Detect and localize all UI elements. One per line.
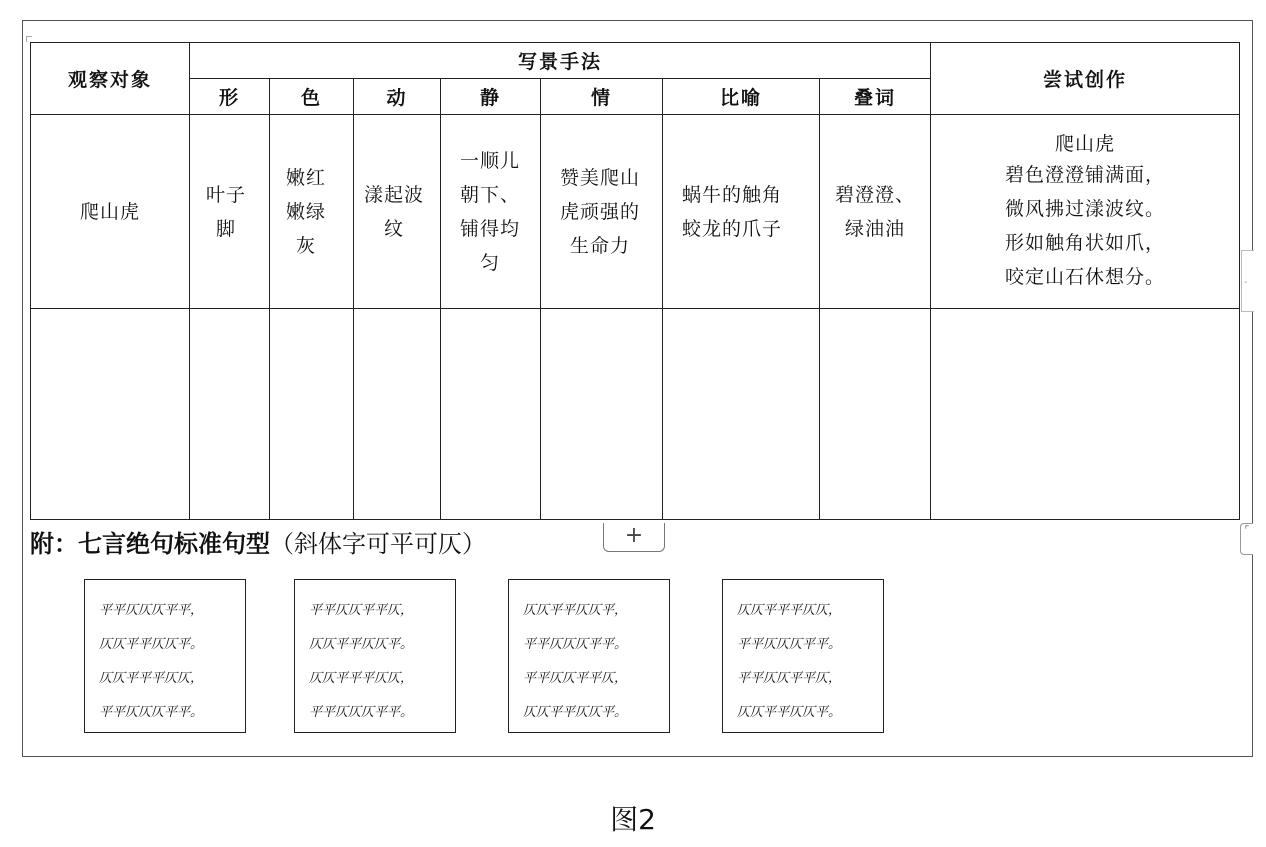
poem-line: 微风拂过漾波纹。 (1005, 197, 1166, 220)
header-reduplication: 叠词 (820, 79, 931, 115)
cell-motion[interactable] (354, 115, 441, 309)
header-color: 色 (270, 79, 354, 115)
pattern-line: 平平仄仄仄平平。 (737, 637, 842, 652)
cell-shape-text: 叶子脚 (205, 183, 246, 240)
header-technique-group: 写景手法 (190, 43, 931, 79)
header-observe-object: 观察对象 (31, 43, 190, 115)
cell-reduplication[interactable] (820, 115, 931, 309)
pattern-box-1 (84, 579, 246, 733)
empty-cell[interactable] (663, 309, 820, 520)
pattern-box-2 (294, 579, 456, 733)
pattern-line: 仄仄平平仄仄平。 (99, 637, 204, 652)
pattern-line: 平平仄仄平平仄， (737, 671, 842, 686)
pattern-line: 仄仄平平仄仄平， (523, 603, 628, 618)
pattern-line: 平平仄仄仄平平， (99, 603, 204, 618)
header-emotion: 情 (541, 79, 663, 115)
cell-metaphor-text: 蜗牛的触角蛟龙的爪子 (681, 183, 782, 240)
header-still: 静 (441, 79, 541, 115)
pattern-line: 仄仄平平仄仄平。 (523, 705, 628, 720)
pattern-line: 仄仄平平平仄仄， (309, 671, 414, 686)
cell-color-text: 嫩红嫩绿灰 (285, 166, 326, 257)
cell-still[interactable] (441, 115, 541, 309)
poem-line: 咬定山石休想分。 (1005, 265, 1166, 288)
pattern-line: 平平仄仄仄平平。 (523, 637, 628, 652)
header-motion: 动 (354, 79, 441, 115)
header-shape: 形 (190, 79, 270, 115)
cell-still-text: 一顺儿朝下、铺得均匀 (459, 149, 520, 274)
cell-object[interactable]: 爬山虎 (31, 115, 190, 309)
pattern-line: 平平仄仄平平仄， (309, 603, 414, 618)
cell-metaphor[interactable] (663, 115, 820, 309)
empty-cell[interactable] (441, 309, 541, 520)
cell-emotion[interactable] (541, 115, 663, 309)
empty-cell[interactable] (931, 309, 1240, 520)
figure-caption: 图2 (610, 803, 656, 836)
pattern-line: 仄仄平平平仄仄， (99, 671, 204, 686)
header-try-create: 尝试创作 (931, 43, 1240, 115)
appendix-label: 附：七言绝句标准句型 (30, 529, 270, 558)
observation-table[interactable] (30, 42, 1240, 520)
empty-cell[interactable] (270, 309, 354, 520)
table-row-empty (31, 309, 1240, 520)
pattern-line: 仄仄平平平仄仄， (737, 603, 842, 618)
cell-motion-text: 漾起波纹 (364, 183, 425, 240)
pattern-line: 平平仄仄仄平平。 (309, 705, 414, 720)
table-row (31, 115, 1240, 309)
pattern-box-3 (508, 579, 670, 733)
appendix-note: （斜体字可平可仄） (270, 530, 486, 558)
poem-line: 碧色澄澄铺满面， (1005, 163, 1166, 186)
cell-color[interactable] (270, 115, 354, 309)
cell-reduplication-text: 碧澄澄、绿油油 (834, 183, 915, 240)
side-scroll-tab[interactable]: - (1241, 250, 1254, 312)
cell-shape[interactable] (190, 115, 270, 309)
empty-cell[interactable] (190, 309, 270, 520)
cell-emotion-text: 赞美爬山虎顽强的生命力 (559, 166, 640, 257)
empty-cell[interactable] (820, 309, 931, 520)
pattern-box-4 (722, 579, 884, 733)
cell-poem[interactable] (931, 115, 1240, 309)
pattern-line: 平平仄仄平平仄， (523, 671, 628, 686)
header-metaphor: 比喻 (663, 79, 820, 115)
pattern-line: 仄仄平平仄仄平。 (737, 705, 842, 720)
header-row-1 (31, 43, 1240, 79)
empty-cell[interactable] (541, 309, 663, 520)
empty-cell[interactable] (354, 309, 441, 520)
appendix-heading (30, 524, 486, 559)
pattern-line: 平平仄仄仄平平。 (99, 705, 204, 720)
table-resize-handle[interactable]: ⌜ (1240, 523, 1253, 555)
empty-cell[interactable] (31, 309, 190, 520)
poem-title: 爬山虎 (1055, 132, 1116, 155)
pattern-line: 仄仄平平仄仄平。 (309, 637, 414, 652)
add-row-button[interactable]: + (603, 523, 665, 552)
poem-line: 形如触角状如爪， (1005, 231, 1166, 254)
